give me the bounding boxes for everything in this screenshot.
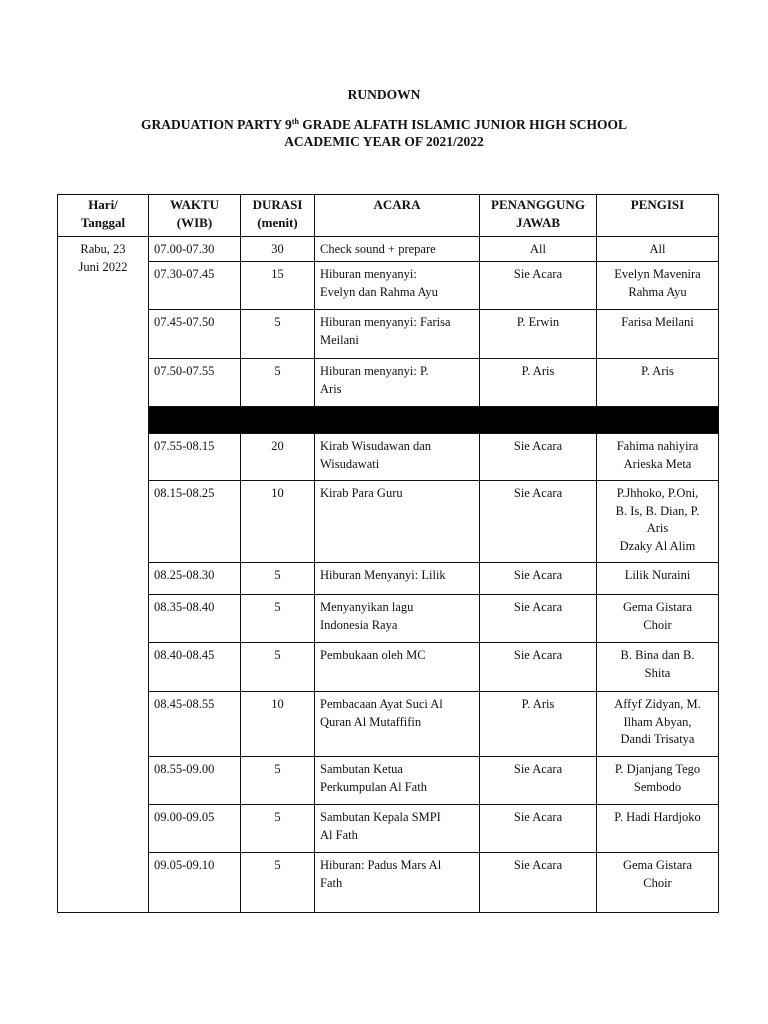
acara-cell: Hiburan Menyanyi: Lilik bbox=[315, 563, 480, 595]
durasi-cell: 15 bbox=[241, 262, 315, 310]
penanggung-jawab-cell: Sie Acara bbox=[480, 481, 597, 563]
doc-subtitle-line-2: ACADEMIC YEAR OF 2021/2022 bbox=[284, 134, 484, 149]
day-cell-continued bbox=[58, 434, 149, 913]
acara-cell: Sambutan Ketua Perkumpulan Al Fath bbox=[315, 757, 480, 805]
acara-cell: Hiburan menyanyi: Evelyn dan Rahma Ayu bbox=[315, 262, 480, 310]
subtitle-part-2: GRADE ALFATH ISLAMIC JUNIOR HIGH SCHOOL bbox=[298, 117, 627, 132]
durasi-cell: 20 bbox=[241, 434, 315, 481]
table-header-row bbox=[58, 195, 719, 237]
acara-cell: Pembacaan Ayat Suci Al Quran Al Mutaffifin bbox=[315, 692, 480, 757]
waktu-cell: 07.50-07.55 bbox=[149, 359, 241, 407]
table-row bbox=[58, 481, 719, 563]
penanggung-jawab-cell: Sie Acara bbox=[480, 262, 597, 310]
penanggung-jawab-cell: All bbox=[480, 237, 597, 262]
waktu-cell: 09.00-09.05 bbox=[149, 805, 241, 853]
rundown-table bbox=[57, 194, 719, 913]
durasi-cell: 5 bbox=[241, 359, 315, 407]
penanggung-jawab-cell: Sie Acara bbox=[480, 643, 597, 692]
waktu-cell: 08.55-09.00 bbox=[149, 757, 241, 805]
table-row bbox=[58, 692, 719, 757]
table-row bbox=[58, 262, 719, 310]
subtitle-superscript: th bbox=[291, 117, 299, 126]
waktu-cell: 08.15-08.25 bbox=[149, 481, 241, 563]
acara-cell: Pembukaan oleh MC bbox=[315, 643, 480, 692]
penanggung-jawab-cell: Sie Acara bbox=[480, 434, 597, 481]
penanggung-jawab-cell: Sie Acara bbox=[480, 805, 597, 853]
col-header-waktu: WAKTU (WIB) bbox=[149, 195, 241, 237]
table-row bbox=[58, 359, 719, 407]
pengisi-cell: P. Djanjang Tego Sembodo bbox=[597, 757, 719, 805]
waktu-cell: 07.30-07.45 bbox=[149, 262, 241, 310]
acara-cell: Hiburan: Padus Mars Al Fath bbox=[315, 853, 480, 913]
acara-cell: Kirab Para Guru bbox=[315, 481, 480, 563]
subtitle-part-1: GRADUATION PARTY 9 bbox=[141, 117, 292, 132]
durasi-cell: 5 bbox=[241, 563, 315, 595]
pengisi-cell: Evelyn Mavenira Rahma Ayu bbox=[597, 262, 719, 310]
acara-cell: Hiburan menyanyi: Farisa Meilani bbox=[315, 310, 480, 359]
waktu-cell: 09.05-09.10 bbox=[149, 853, 241, 913]
durasi-cell: 5 bbox=[241, 310, 315, 359]
penanggung-jawab-cell: P. Erwin bbox=[480, 310, 597, 359]
penanggung-jawab-cell: Sie Acara bbox=[480, 853, 597, 913]
pengisi-cell: Farisa Meilani bbox=[597, 310, 719, 359]
pengisi-cell: B. Bina dan B. Shita bbox=[597, 643, 719, 692]
acara-cell: Hiburan menyanyi: P. Aris bbox=[315, 359, 480, 407]
separator-day-cell bbox=[58, 407, 149, 434]
table-row bbox=[58, 757, 719, 805]
waktu-cell: 07.45-07.50 bbox=[149, 310, 241, 359]
durasi-cell: 5 bbox=[241, 595, 315, 643]
pengisi-cell: Lilik Nuraini bbox=[597, 563, 719, 595]
acara-cell: Kirab Wisudawan dan Wisudawati bbox=[315, 434, 480, 481]
table-row bbox=[58, 805, 719, 853]
waktu-cell: 08.40-08.45 bbox=[149, 643, 241, 692]
col-header-acara: ACARA bbox=[315, 195, 480, 237]
durasi-cell: 5 bbox=[241, 853, 315, 913]
table-row bbox=[58, 853, 719, 913]
penanggung-jawab-cell: P. Aris bbox=[480, 692, 597, 757]
waktu-cell: 08.25-08.30 bbox=[149, 563, 241, 595]
col-header-durasi: DURASI (menit) bbox=[241, 195, 315, 237]
table-row bbox=[58, 595, 719, 643]
pengisi-cell: P. Hadi Hardjoko bbox=[597, 805, 719, 853]
durasi-cell: 30 bbox=[241, 237, 315, 262]
penanggung-jawab-cell: Sie Acara bbox=[480, 563, 597, 595]
col-header-hari: Hari/ Tanggal bbox=[58, 195, 149, 237]
waktu-cell: 08.35-08.40 bbox=[149, 595, 241, 643]
pengisi-cell: All bbox=[597, 237, 719, 262]
table-row bbox=[58, 643, 719, 692]
table-row bbox=[58, 434, 719, 481]
durasi-cell: 5 bbox=[241, 805, 315, 853]
day-cell: Rabu, 23 Juni 2022 bbox=[58, 237, 149, 407]
table-row bbox=[58, 310, 719, 359]
pengisi-cell: Gema Gistara Choir bbox=[597, 595, 719, 643]
separator-row bbox=[58, 407, 719, 434]
waktu-cell: 08.45-08.55 bbox=[149, 692, 241, 757]
col-header-pj: PENANGGUNG JAWAB bbox=[480, 195, 597, 237]
table-body bbox=[58, 237, 719, 913]
col-header-pengisi: PENGISI bbox=[597, 195, 719, 237]
pengisi-cell: Gema Gistara Choir bbox=[597, 853, 719, 913]
doc-subtitle-line-1 bbox=[0, 116, 768, 134]
pengisi-cell: P. Aris bbox=[597, 359, 719, 407]
penanggung-jawab-cell: Sie Acara bbox=[480, 757, 597, 805]
acara-cell: Menyanyikan lagu Indonesia Raya bbox=[315, 595, 480, 643]
table-row bbox=[58, 237, 719, 262]
durasi-cell: 10 bbox=[241, 481, 315, 563]
penanggung-jawab-cell: P. Aris bbox=[480, 359, 597, 407]
pengisi-cell: Affyf Zidyan, M. Ilham Abyan, Dandi Trisatya bbox=[597, 692, 719, 757]
durasi-cell: 5 bbox=[241, 757, 315, 805]
durasi-cell: 10 bbox=[241, 692, 315, 757]
waktu-cell: 07.55-08.15 bbox=[149, 434, 241, 481]
waktu-cell: 07.00-07.30 bbox=[149, 237, 241, 262]
pengisi-cell: Fahima nahiyira Arieska Meta bbox=[597, 434, 719, 481]
table-row bbox=[58, 563, 719, 595]
penanggung-jawab-cell: Sie Acara bbox=[480, 595, 597, 643]
pengisi-cell: P.Jhhoko, P.Oni, B. Is, B. Dian, P. Aris Dzaky Al Alim bbox=[597, 481, 719, 563]
durasi-cell: 5 bbox=[241, 643, 315, 692]
separator-black-bar bbox=[149, 407, 719, 434]
doc-title: RUNDOWN bbox=[347, 87, 421, 102]
acara-cell: Sambutan Kepala SMPI Al Fath bbox=[315, 805, 480, 853]
acara-cell: Check sound + prepare bbox=[315, 237, 480, 262]
